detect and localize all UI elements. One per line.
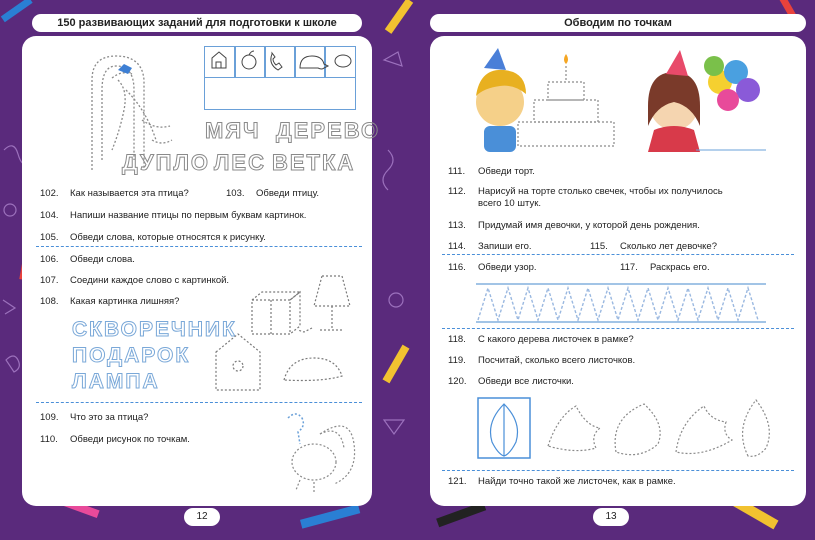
birdhouse-icon bbox=[216, 334, 260, 390]
page-number-right: 13 bbox=[593, 508, 629, 526]
birthday-illustration bbox=[470, 46, 770, 156]
task-114: 114. Запиши его. bbox=[448, 241, 532, 252]
traced-word-lampa: ЛАМПА bbox=[72, 370, 160, 393]
traced-word-les: ЛЕС bbox=[214, 150, 266, 175]
header-right: Обводим по точкам bbox=[430, 14, 806, 32]
divider bbox=[36, 246, 362, 247]
task-105: 105. Обведи слова, которые относятся к рисунку. bbox=[40, 232, 266, 243]
task-121: 121. Найди точно такой же листочек, как в рамке. bbox=[448, 476, 676, 487]
zigzag-pattern bbox=[476, 282, 766, 324]
traced-word-mjach: МЯЧ bbox=[205, 118, 261, 143]
task-119: 119. Посчитай, сколько всего листочков. bbox=[448, 355, 636, 366]
girl-icon bbox=[648, 50, 700, 152]
task-116: 116. Обведи узор. bbox=[448, 262, 537, 273]
phone-icon bbox=[271, 53, 282, 70]
task-112: 112. Нарисуй на торте столько свечек, чтобы их получилось bbox=[448, 186, 723, 197]
task-104: 104. Напиши название птицы по первым буквам картинок. bbox=[40, 210, 307, 221]
leaves-row bbox=[476, 394, 786, 466]
task-118: 118. С какого дерева листочек в рамке? bbox=[448, 334, 634, 345]
cake-icon bbox=[518, 66, 614, 146]
traced-word-podarok: ПОДАРОК bbox=[72, 344, 191, 367]
task-102: 102. Как называется эта птица? bbox=[40, 188, 189, 199]
task-120: 120. Обведи все листочки. bbox=[448, 376, 574, 387]
apple-icon bbox=[242, 55, 256, 69]
house-icon bbox=[212, 52, 226, 68]
lemon-icon bbox=[335, 55, 351, 67]
balloons-icon bbox=[704, 56, 760, 111]
leaf-icon-3 bbox=[676, 406, 732, 454]
task-103: 103. Обведи птицу. bbox=[226, 188, 320, 199]
turkey-drawing bbox=[270, 404, 360, 494]
leaf-icon-framed bbox=[491, 404, 518, 456]
page-number-left: 12 bbox=[184, 508, 220, 526]
task-115: 115. Сколько лет девочке? bbox=[590, 241, 717, 252]
leaf-icon-4 bbox=[743, 400, 770, 456]
task-112-cont: всего 10 штук. bbox=[478, 198, 541, 209]
candle-flame-icon bbox=[564, 54, 568, 64]
leaf-icon-2 bbox=[615, 404, 660, 455]
traced-word-vetka: ВЕТКА bbox=[272, 150, 356, 175]
task-108: 108. Какая картинка лишняя? bbox=[40, 296, 180, 307]
hat-icon bbox=[284, 358, 342, 381]
task-117: 117. Раскрась его. bbox=[620, 262, 710, 273]
traced-word-duplo: ДУПЛО bbox=[122, 150, 210, 175]
task-111: 111. Обведи торт. bbox=[448, 166, 535, 177]
leaf-icon-1 bbox=[548, 406, 600, 451]
traced-word-derevo: ДЕРЕВО bbox=[276, 118, 381, 143]
header-left: 150 развивающих заданий для подготовки к школе bbox=[32, 14, 362, 32]
task-113: 113. Придумай имя девочки, у которой день рождения. bbox=[448, 220, 700, 231]
hedgehog-icon bbox=[300, 56, 328, 69]
task-106: 106. Обведи слова. bbox=[40, 254, 135, 265]
dotted-pictures bbox=[210, 270, 360, 400]
turkey-head-icon bbox=[288, 414, 303, 444]
task-109: 109. Что это за птица? bbox=[40, 412, 149, 423]
lamp-icon bbox=[314, 276, 350, 330]
task-107: 107. Соедини каждое слово с картинкой. bbox=[40, 275, 230, 286]
task-110: 110. Обведи рисунок по точкам. bbox=[40, 434, 190, 445]
traced-word-skvorechnik: СКВОРЕЧНИК bbox=[72, 318, 237, 341]
